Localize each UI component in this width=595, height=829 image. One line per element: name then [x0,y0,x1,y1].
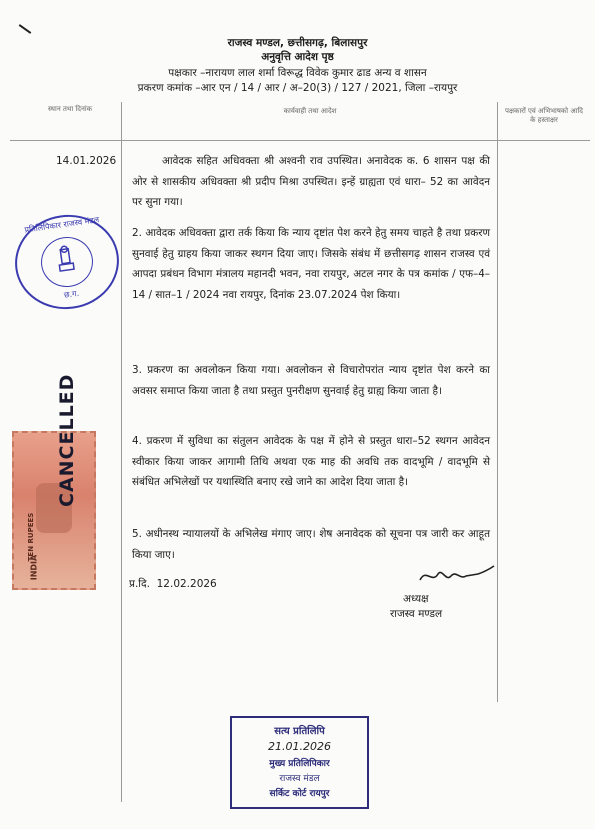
next-hearing-date: प्र.दि. 12.02.2026 [129,578,217,590]
header-case-number: प्रकरण कमांक –आर एन / 14 / आर / अ–20(3) / 127 / 2021, जिला –रायपुर [137,82,458,94]
copy-stamp-office: राजस्व मंडल [279,774,320,784]
corner-mark [19,24,32,34]
certified-copy-stamp [230,716,369,809]
order-paragraph-2: 2. आवेदक अधिवक्ता द्वारा तर्क किया कि न्याय दृष्टांत पेश करने हेतु समय चाहते है तथा प्रकरण सुनवाई हेतु ग्राहय किया जाकर स्थगन दिया जाए। जिसके संबंध में छत्तीसगढ़ शासन राजस्व एवं आपदा प्रबंधन विभाग मंत्रालय महानदी भवन, नवा रायपुर, अटल नगर के पत्र कमांक / एफ–4–14 / सात–1 / 2024 नवा रायपुर, दिनांक 23.07.2024 पेश किया। [132,227,490,301]
emblem-icon [53,244,79,277]
stamp-cancelled-mark: CANCELLED [56,373,78,507]
copyist-seal [9,208,125,316]
copy-stamp-designation: मुख्य प्रतिलिपिकार [269,759,330,769]
order-paragraph-5: 5. अधीनस्थ न्यायालयों के अभिलेख मंगाए जाए। शेष अनावेदक को सूचना पत्र जारी कर आहूत किया जाए। [132,528,490,561]
column-header-place-date: स्थान तथा दिनांक [47,105,93,113]
seal-ring-text: प्रतिलिपिकार राजस्व मंडल [23,215,100,235]
seal-inner-text: छ.ग. [63,288,80,300]
column-header-signatures: पक्षकारों एवं अभिभाषको आदि के हस्ताक्षर [504,107,584,124]
order-paragraph-1: आवेदक सहित अधिवक्ता श्री अश्वनी राव उपस्थित। अनावेदक क. 6 शासन पक्ष की ओर से शासकीय अधिवक्ता श्री प्रदीप मिश्रा उपस्थित। इन्हें ग्राह्यता एवं धारा– 52 का आवेदन पर सुना गया। [132,155,490,209]
header-title: राजस्व मण्डल, छत्तीसगढ़, बिलासपुर [227,37,368,49]
entry-date: 14.01.2026 [56,155,117,167]
stamp-denomination: TEN RUPEES [27,512,35,562]
column-header-proceedings: कार्यवाही तथा आदेश [283,107,337,115]
header-parties: पक्षकार –नारायण लाल शर्मा विरूद्ध विवेक कुमार ढाड अन्य व शासन [168,67,427,79]
copy-stamp-title: सत्य प्रतिलिपि [274,726,325,737]
signature-office: राजस्व मण्डल [390,608,443,620]
copy-stamp-court: सर्किट कोर्ट रायपुर [269,789,330,799]
header-subtitle: अनुवृत्ति आदेश पृष्ठ [261,51,334,63]
revenue-stamp [12,431,96,590]
copy-stamp-date: 21.01.2026 [268,740,331,753]
column-divider-right [497,102,498,702]
stamp-country: INDIA [29,554,39,581]
signature-scribble [418,558,498,588]
order-paragraph-3: 3. प्रकरण का अवलोकन किया गया। अवलोकन से विचारोपरांत न्याय दृष्टांत पेश करने का अवसर समाप्त किया जाता है तथा प्रस्तुत पुनरीक्षण सुनवाई हेतु ग्राह्य किया जाता है। [132,364,490,397]
order-paragraph-4: 4. प्रकरण में सुविधा का संतुलन आवेदक के पक्ष में होने से प्रस्तुत धारा–52 स्थगन आवेदन स्वीकार किया जाकर आगामी तिथि अथवा एक माह की अवधि तक वादभूमि / वादभूमि से संबंधित अभिलेखों पर यथास्थिति बनाए रखे जाने का आदेश दिया जाता है। [132,435,490,489]
header-underline [10,140,590,141]
column-divider-left [121,102,122,802]
signature-title: अध्यक्ष [403,593,429,605]
